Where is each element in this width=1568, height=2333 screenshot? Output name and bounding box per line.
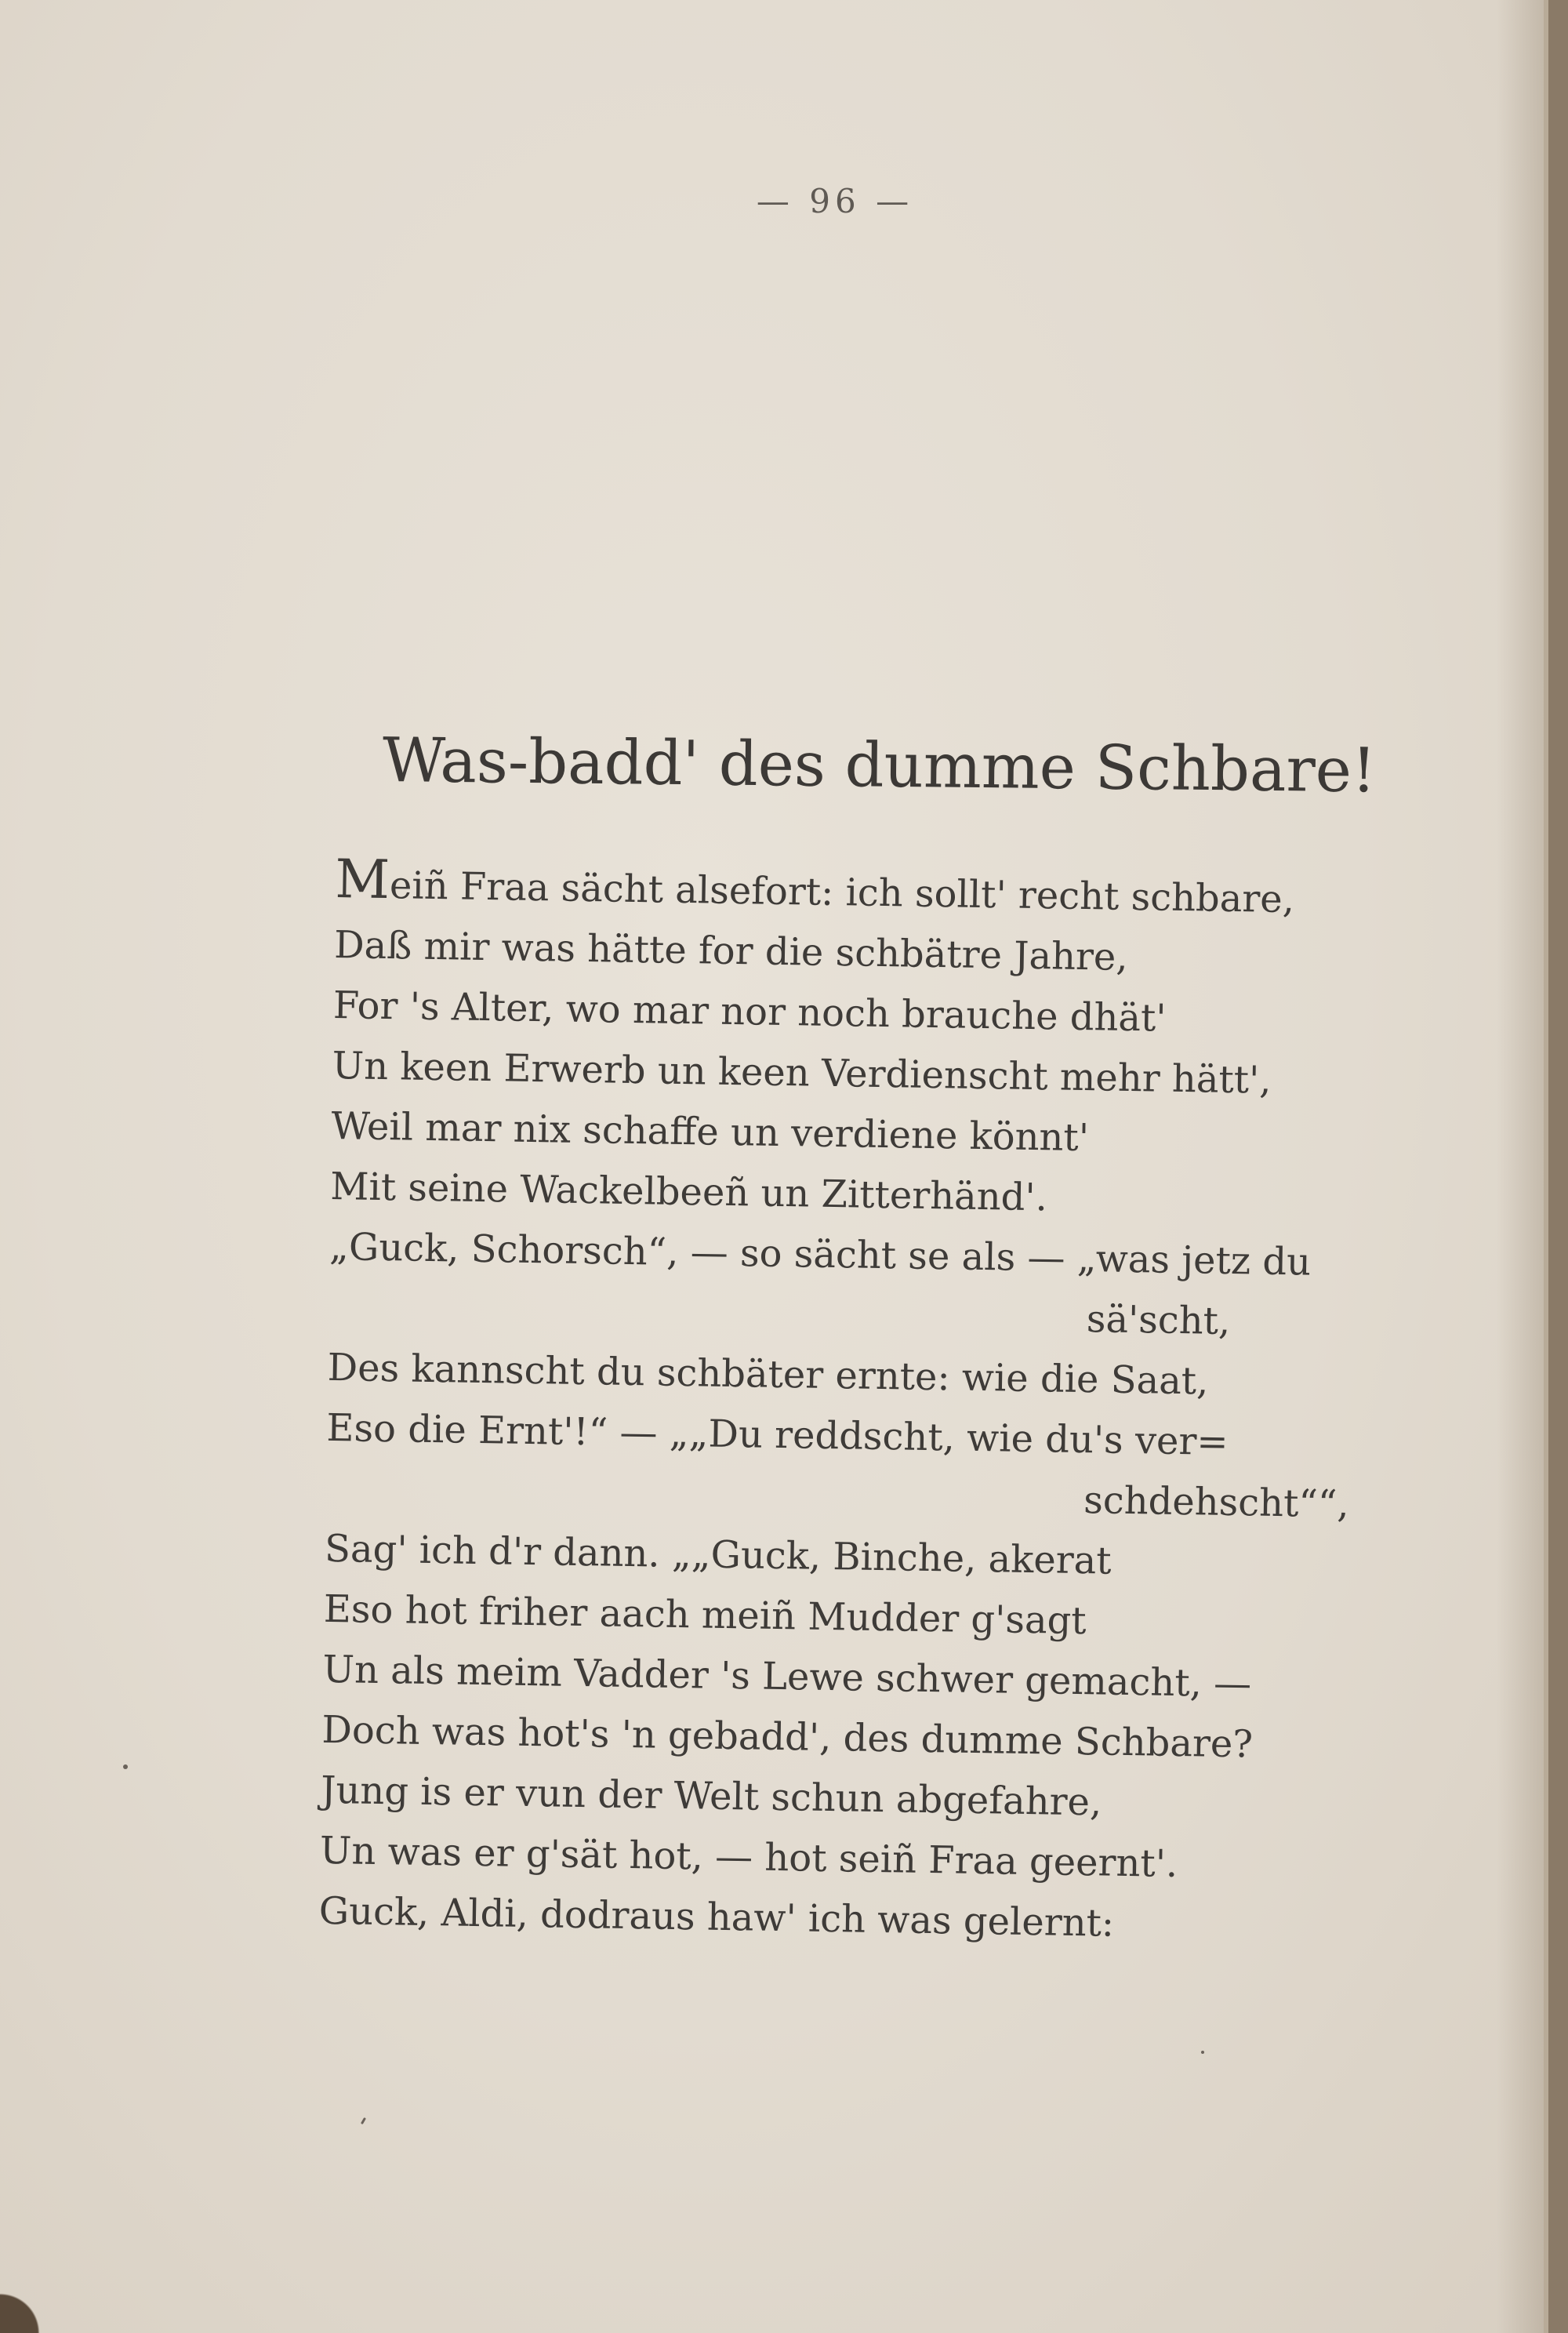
poem-body [318, 849, 1386, 1958]
poem-title: Was-badd' des dumme Schbare! [382, 725, 1377, 807]
poem-line: Mit seine Wackelbeeñ un Zitterhänd'. [329, 1164, 1048, 1220]
paper-speck [1201, 2051, 1204, 2054]
drop-initial: M [334, 849, 390, 912]
poem-line: Un was er g'sät hot, — hot seiñ Fraa geernt'. [319, 1828, 1178, 1887]
page-number: — 96 — [756, 182, 914, 220]
paper-speck [361, 2117, 366, 2124]
poem-line: Sag' ich d'r dann. „„Guck, Binche, akerat [324, 1526, 1112, 1583]
poem-line: Un als meim Vadder 's Lewe schwer gemacht, — [322, 1647, 1252, 1706]
poem-line: Weil mar nix schaffe un verdiene könnt' [331, 1103, 1090, 1161]
spine-shadow [1497, 0, 1544, 2333]
poem-line-text: eiñ Fraa sächt alsefort: ich sollt' recht schbare, [389, 863, 1295, 922]
poem-line: Jung is er vun der Welt schun abgefahre, [320, 1768, 1102, 1825]
poem-line: Daß mir was hätte for die schbätre Jahre, [333, 922, 1129, 979]
poem-line: Guck, Aldi, dodraus haw' ich was gelernt: [318, 1888, 1115, 1946]
poem-line: For 's Alter, wo mar nor noch brauche dhät' [332, 983, 1167, 1041]
poem-line: Un keen Erwerb un keen Verdienscht mehr hätt', [332, 1043, 1272, 1103]
poem-line-continuation: sä'scht, [1086, 1297, 1231, 1343]
poem-line: „Guck, Schorsch“, — so sächt se als — „was jetz du [328, 1224, 1312, 1285]
page-corner [0, 2270, 71, 2333]
paper-speck [123, 1764, 128, 1769]
poem-line-continuation: schdehscht““, [1083, 1478, 1350, 1527]
poem-line: Des kannscht du schbäter ernte: wie die Saat, [327, 1345, 1209, 1404]
poem-line: Doch was hot's 'n gebadd', des dumme Schbare? [321, 1707, 1254, 1767]
poem-line: Eso hot friher aach meiñ Mudder g'sagt [323, 1586, 1087, 1644]
poem-line: Eso die Ernt'!“ — „„Du reddscht, wie du's ver= [326, 1405, 1229, 1464]
